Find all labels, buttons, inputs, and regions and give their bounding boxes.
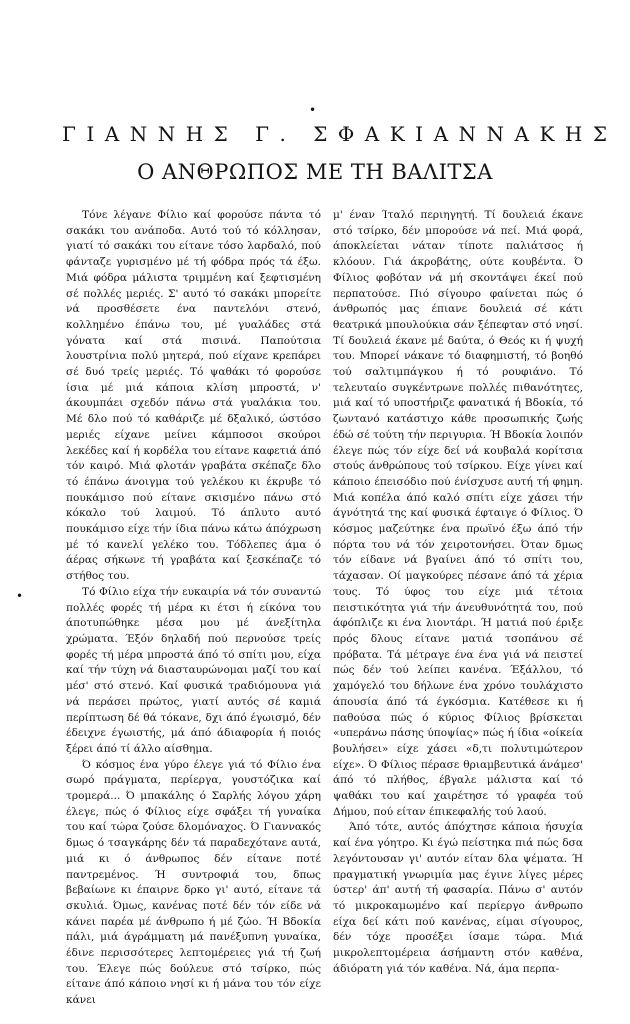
left-column	[66, 208, 321, 1009]
paragraph: μ' έναν Ίταλό περιηγητή. Τί δουλειά έκανε στό τσίρκο, δέν μπορούσε νά πεί. Μιά φορά, άποκλείεται νάταν τίποτε παλιάτσος ή κλόουν. Γιά άκροβάτης, ούτε κουβέντα. Ό Φίλιος φοβόταν νά μή σκοντάψει έκεί πού περπατούσε. Πιό σίγουρο φαίνεται πώς ό άνθρωπός μας έπιανε δουλειά σέ κάτι θεατρικά μπουλούκια σάν ξέπεφταν στό νησί. Τί δουλειά έκανε μέ δαύτα, ό Θεός κι ή ψυχή του. Μπορεί νάκανε τό διαφημιστή, τό βοηθό τού σαλτιμπάγκου ή τό ρουφιάνο. Τό τελευταίο συγκέντρωνε πολλές πιθανότητες, μιά καί τό υποστήριζε φανατικά ή Βδοκία, τό ζωντανό κατάστιχο κάθε προσωπικής ζωής έδώ σέ τούτη τήν περιγυρια. Ή Βδοκία λοιπόν έλεγε πώς τόν είχε δεί νά κουβαλά κορίτσια στούς άνθρώπους τού τσίρκου. Είχε γίνει καί κάποιο έπεισόδιο πού ένίσχυσε αυτή τή φημη. Μιά κοπέλα άπό καλό σπίτι είχε χάσει τήν άγνότητά της καί φυσικά έφταιγε ό Φίλιος. Ό κόσμος μαζεύτηκε ένα πρωϊνό έξω άπό τήν πόρτα του νά τόν χειροτονήσει. Όταν δμως τόν είδανε νά βγαίνει άπό τό σπίτι του, τάχασαν. Οί μαγκούρες πέσανε άπό τά χέρια τους. Τό ύφος του είχε μιά τέτοια πειστικότητα γιά τήν άνευθυνότητά του, πού άφόπλιζε κι ένα λιοντάρι. Ή ματιά πού έριξε πρός δλους είτανε ματιά τσοπάνου σέ πρόβατα. Τά μέτραγε ένα ένα γιά νά πειστεί πώς δέν τού λείπει κανένα. Έξάλλου, τό χαμόγελό του δήλωνε ένα χρόνο τουλάχιστο άπουσία άπό τά έγκόσμια. Κατέθεσε κι ή παθούσα πώς ό κύριος Φίλιος βρίσκεται «υπεράνω πάσης ύποψίας» πώς ή ίδια «οίκεία βουλήσει» είχε χάσει «δ,τι πολυτιμώτερον είχε». Ό Φίλιος πέρασε θριαμβευτικά άνάμεσ' άπό τό πλήθος, έβγαλε μάλιστα καί τό ψαθάκι του καί χαιρέτησε τό γραφέα τού Δήμου, πού είταν έπικεφαλής τού λαού.	[333, 209, 583, 818]
right-column	[333, 208, 583, 977]
article-title: Ο ΑΝΘΡΩΠΟΣ ΜΕ ΤΗ ΒΑΛΙΤΣΑ	[137, 160, 493, 184]
author-name: ΓΙΑΝΝΗΣ Γ. ΣΦΑΚΙΑΝΝΑΚΗΣ	[62, 122, 618, 146]
ornament-dot: •	[309, 103, 317, 117]
paragraph: Άπό τότε, αυτός άπόχτησε κάποια ήσυχία καί ένα γόητρο. Κι έγώ πείστηκα πιά πώς δσα λεγόντουσαν γι' αυτόν είταν δλα ψέματα. Ή πραγματική γνωριμία μας έγινε λίγες μέρες ύστερ' άπ' αυτή τή φασαρία. Πάνω σ' αυτόν τό μικροκαμωμένο καί περίεργο άνθρωπο είχα δεί κάτι πού κανένας, είμαι σίγουρος, δέν τόχε προσέξει ίσαμε τώρα. Μιά μικρολεπτομέρεια άσήμαντη στόν καθένα, άδιόρατη γιά τόν καθένα. Νά, άμα περπα-	[333, 821, 583, 975]
paragraph: Ό κόσμος ένα γύρο έλεγε γιά τό Φίλιο ένα σωρό πράγματα, περίεργα, γουστόζικα καί τρομερά... Ό μπακάλης ό Σαρλής λόγου χάρη έλεγε, πώς ό Φίλιος είχε σφάξει τή γυναίκα του καί τώρα ζούσε δλομόναχος. Ό Γιαννακός δμως ό τσαγκάρης δέν τά παραδεχότανε αυτά, μιά κι ό άνθρωπος δέν είτανε ποτέ παντρεμένος. Ή συντροφιά του, δπως βεβαίωνε κι έπαιρνε δρκο γι' αυτό, είτανε τά σκυλιά. Όμως, κανένας ποτέ δέν τόν είδε νά κάνει παρέα μέ άνθρωπο ή μέ ζώο. Ή Βδοκία πάλι, μιά άγράμματη μά πανέξυπνη γυναίκα, έδινε περισσότερες λεπτομέρειες γιά τή ζωή του. Έλεγε πώς δούλευε στό τσίρκο, πώς είτανε άπό κάποιο νησί κι ή μάνα του τόν είχε κάνει	[66, 758, 321, 1007]
paragraph: Τό Φίλιο είχα τήν ευκαιρία νά τόν συναντώ πολλές φορές τή μέρα κι έτσι ή είκόνα του άποτυπώθηκε μέσα μου μέ άνεξίτηλα χρώματα. Έξόν δηλαδή πού περνούσε τρείς φορές τή μέρα μπροστά άπό τό σπίτι μου, είχα καί τήν τύχη νά διασταυρώνομαι μαζί του καί μέσ' στό στενό. Καί φυσικά τραδιόμουνα γιά νά περάσει πρώτος, γιατί αυτός σέ καμιά περίπτωση δέ θά τόκανε, δχι άπό έγωισμό, δέν έδειχνε έγωιστής, μά άπό άδιαφορία ή ποιός ξέρει άπό τί άλλο αίσθημα.	[66, 585, 321, 755]
paragraph: Τόνε λέγανε Φίλιο καί φορούσε πάντα τό σακάκι του ανάποδα. Αυτό τού τό κόλλησαν, γιατί τό σακάκι του είτανε τόσο λαρδαλό, πού φάνταζε γυρισμένο μέ τή φόδρα πρός τά έξω. Μιά φόδρα μάλιστα τριμμένη καί ξεφτισμένη σέ πολλές μεριές. Σ' αυτό τό σακάκι μπορείτε νά προσθέσετε ένα παντελόνι στενό, κολλημένο έπάνω του, μέ γυαλάδες στά γόνατα καί στά πισινά. Παπούτσια λουστρίνια πολύ μητερά, πού είχανε κρεπάρει σέ δυό τρείς μεριές. Τό ψαθάκι τό φορούσε ίσια μέ μιά κάποια κλίση μπροστά, ν' άκουμπάει σχεδόν πάνω στά γυαλάκια του. Μέ δλο πού τό καθάριζε μέ δξαλικό, ώστόσο μεριές είχανε μείνει κάμποσοι σκούροι λεκέδες καί ή κορδέλα του είτανε καφετιά άπό τόν καιρό. Μιά φλοτάν γραβάτα σκέπαζε δλο τό έπάνω άνοιγμα τού γελέκου κι έκρυβε τό πουκάμισο πού είτανε σκισμένο πάνω στό κόκαλο τού λαιμού. Τό άπλυτο αυτό πουκάμισο είχε τήν ίδια πάνω κάτω άπόχρωση μέ τό κανελί γελέκο του. Τόδλεπες άμα ό άέρας σήκωνε τή γραβάτα καί ξεσκέπαζε τό στήθος του.	[66, 209, 321, 583]
margin-mark: •	[16, 589, 24, 603]
